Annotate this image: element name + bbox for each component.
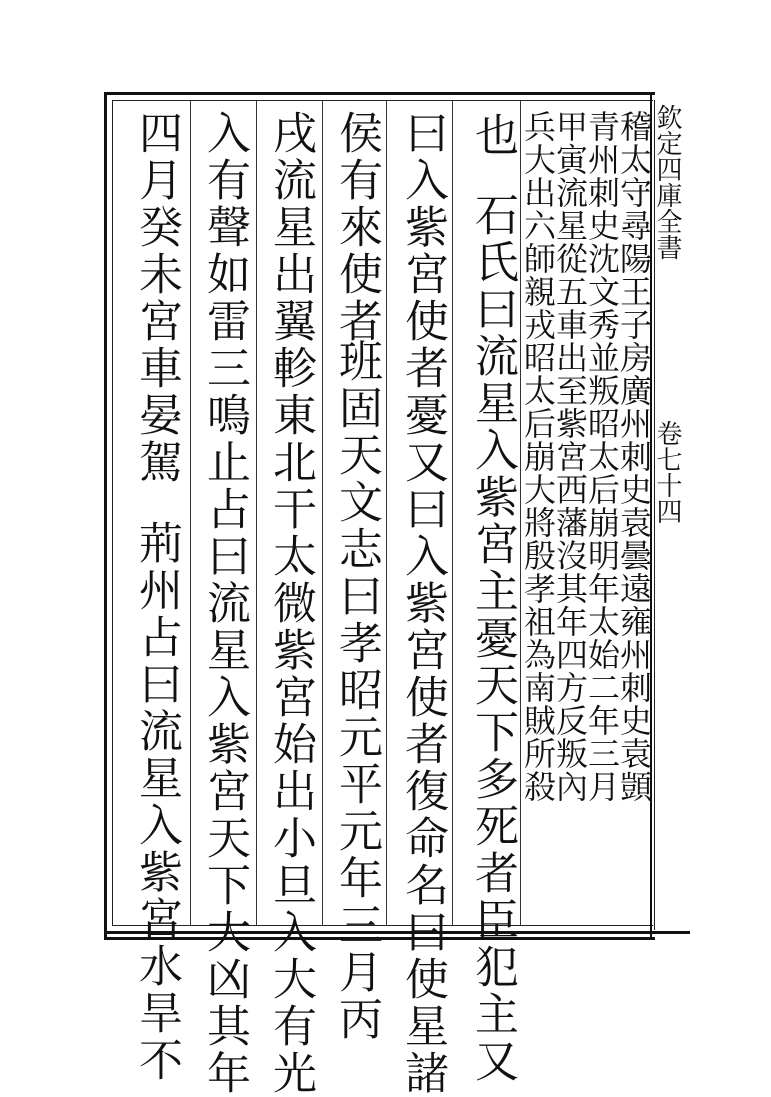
gutter-volume: 卷七十四 bbox=[652, 420, 682, 524]
column-divider bbox=[190, 100, 191, 926]
text-column: 青州刺史沈文秀並叛昭太后崩明年太始二年三月 bbox=[583, 110, 621, 803]
column-divider bbox=[322, 100, 323, 926]
text-column: 也 bbox=[467, 112, 518, 159]
text-column: 班固天文志曰孝昭元平元年三月丙 bbox=[331, 338, 382, 1043]
column-divider bbox=[386, 100, 387, 926]
column-divider bbox=[452, 100, 453, 926]
text-column: 戌流星出翼軫東北干太微紫宮始出小旦入大有光 bbox=[265, 110, 316, 1097]
text-column: 兵大出六師親戎昭太后崩大將殷孝祖為南賊所殺 bbox=[519, 110, 557, 803]
gutter-title: 欽定四庫全書 bbox=[652, 104, 682, 260]
text-column: 入有聲如雷三鳴止占曰流星入紫宮天下大凶其年 bbox=[199, 110, 250, 1097]
column-divider bbox=[256, 100, 257, 926]
text-column: 侯有來使者 bbox=[331, 110, 382, 345]
text-column: 稽太守尋陽王子房廣州刺史袁曇遠雍州刺史袁顗 bbox=[615, 110, 653, 803]
text-column: 荊州占曰流星入紫宮水旱不 bbox=[131, 520, 182, 1084]
text-column: 甲寅流星從五車出至紫宮西藩沒其年四方反叛內 bbox=[551, 110, 589, 803]
text-column: 四月癸未宮車晏駕 bbox=[131, 110, 182, 486]
text-column: 曰入紫宮使者憂又曰入紫宮使者復命名曰使星諸 bbox=[397, 110, 448, 1097]
text-column: 石氏曰流星入紫宮主憂天下多死者臣犯主又 bbox=[467, 192, 518, 1085]
